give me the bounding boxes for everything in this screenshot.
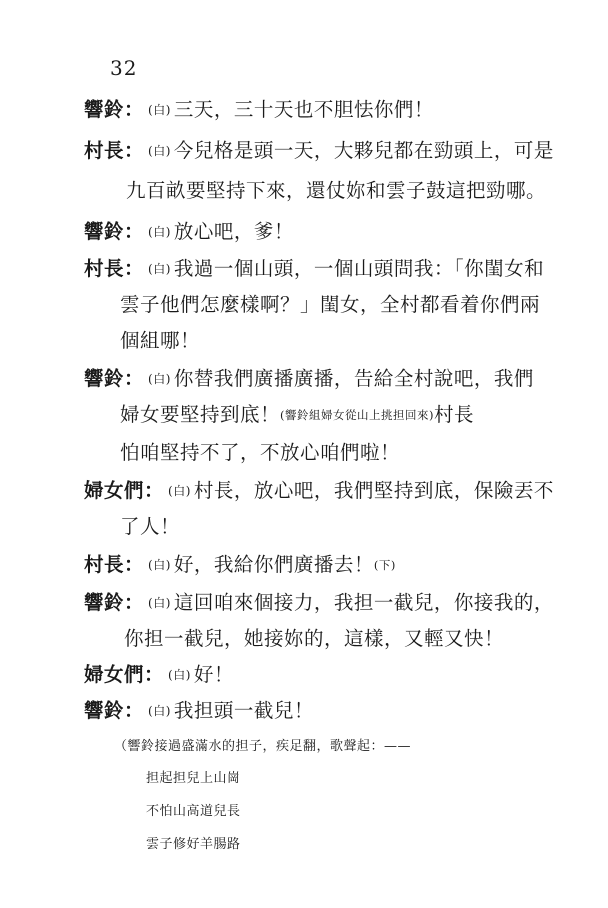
dialogue-continuation <box>120 514 180 540</box>
dialogue-text: 個組哪！ <box>120 329 201 352</box>
colon: ： <box>124 139 145 162</box>
colon: ： <box>124 699 145 722</box>
dialogue-text: 村長，放心吧，我們堅持到底，保險丟不 <box>193 479 554 502</box>
dialogue-text: 這回咱來個接力，我担一截兒，你接我的， <box>173 591 554 614</box>
speaker-name: 響鈴 <box>84 220 125 243</box>
speaker-name: 響鈴 <box>84 98 125 121</box>
dialogue-text: 了人！ <box>120 515 181 538</box>
dialogue-text: 放心吧，爹！ <box>173 220 294 243</box>
dialogue-text: 雲子他們怎麼樣啊？」閨女，全村都看着你們兩 <box>120 293 541 316</box>
speech-cue: (白) <box>148 704 171 718</box>
dialogue-continuation <box>120 328 200 354</box>
speaker-name: 響鈴 <box>84 367 125 390</box>
verse-line: 担起担兒上山崗 <box>146 771 241 786</box>
dialogue-line <box>84 662 234 688</box>
colon: ： <box>144 479 165 502</box>
dialogue-line <box>84 552 396 578</box>
colon: ： <box>124 98 145 121</box>
dialogue-text: 我担頭一截兒！ <box>173 699 314 722</box>
inline-stage-direction: (下) <box>373 558 396 572</box>
dialogue-text: 你担一截兒，她接妳的，這樣，又輕又快！ <box>124 627 505 650</box>
speaker-name: 響鈴 <box>84 591 125 614</box>
page-number: 32 <box>110 56 138 80</box>
speaker-name: 村長 <box>84 139 125 162</box>
dialogue-text: 村長 <box>434 403 475 426</box>
speech-cue: (白) <box>148 262 171 276</box>
dialogue-line <box>84 478 554 504</box>
dialogue-line <box>84 219 294 245</box>
verse-line: 不怕山高道兒長 <box>146 804 241 819</box>
colon: ： <box>124 591 145 614</box>
dialogue-text: 我過一個山頭，一個山頭問我：「你閨女和 <box>173 257 545 280</box>
dialogue-line <box>84 698 314 724</box>
speaker-name: 村長 <box>84 553 125 576</box>
dialogue-continuation <box>120 402 474 428</box>
dialogue-line <box>84 366 534 392</box>
dialogue-line <box>84 138 554 164</box>
colon: ： <box>144 663 165 686</box>
speaker-name: 響鈴 <box>84 699 125 722</box>
speech-cue: (白) <box>148 558 171 572</box>
dialogue-text: 好！ <box>193 663 234 686</box>
dialogue-line <box>84 97 434 123</box>
inline-stage-direction: (響鈴組婦女從山上挑担回來) <box>280 408 434 422</box>
speech-cue: (白) <box>148 103 171 117</box>
dialogue-text: 好，我給你們廣播去！ <box>173 553 374 576</box>
speech-cue: (白) <box>148 144 171 158</box>
colon: ： <box>124 553 145 576</box>
colon: ： <box>124 367 145 390</box>
speaker-name: 婦女們 <box>84 663 145 686</box>
speech-cue: (白) <box>148 225 171 239</box>
speech-cue: (白) <box>148 596 171 610</box>
dialogue-text: 三天，三十天也不胆怯你們！ <box>173 98 434 121</box>
dialogue-text: 今兒格是頭一天，大夥兒都在勁頭上，可是 <box>173 139 554 162</box>
verse-line: 雲子修好羊腸路 <box>146 837 241 852</box>
dialogue-continuation <box>124 626 504 652</box>
speech-cue: (白) <box>168 668 191 682</box>
speaker-name: 村長 <box>84 257 125 280</box>
dialogue-line <box>84 590 554 616</box>
dialogue-line <box>84 256 544 282</box>
speech-cue: (白) <box>168 484 191 498</box>
colon: ： <box>124 220 145 243</box>
speaker-name: 婦女們 <box>84 479 145 502</box>
dialogue-continuation <box>126 178 546 204</box>
dialogue-text: 你替我們廣播廣播，告給全村說吧，我們 <box>173 367 534 390</box>
dialogue-text: 九百畝要堅持下來，還仗妳和雲子鼓這把勁哪。 <box>126 179 547 202</box>
dialogue-continuation <box>120 440 400 466</box>
dialogue-text: 怕咱堅持不了，不放心咱們啦！ <box>120 441 401 464</box>
stage-direction: （響鈴接過盛滿水的担子，疾足翻，歌聲起：—— <box>114 739 412 754</box>
colon: ： <box>124 257 145 280</box>
dialogue-text: 婦女要堅持到底！ <box>120 403 281 426</box>
dialogue-continuation <box>120 292 540 318</box>
speech-cue: (白) <box>148 372 171 386</box>
